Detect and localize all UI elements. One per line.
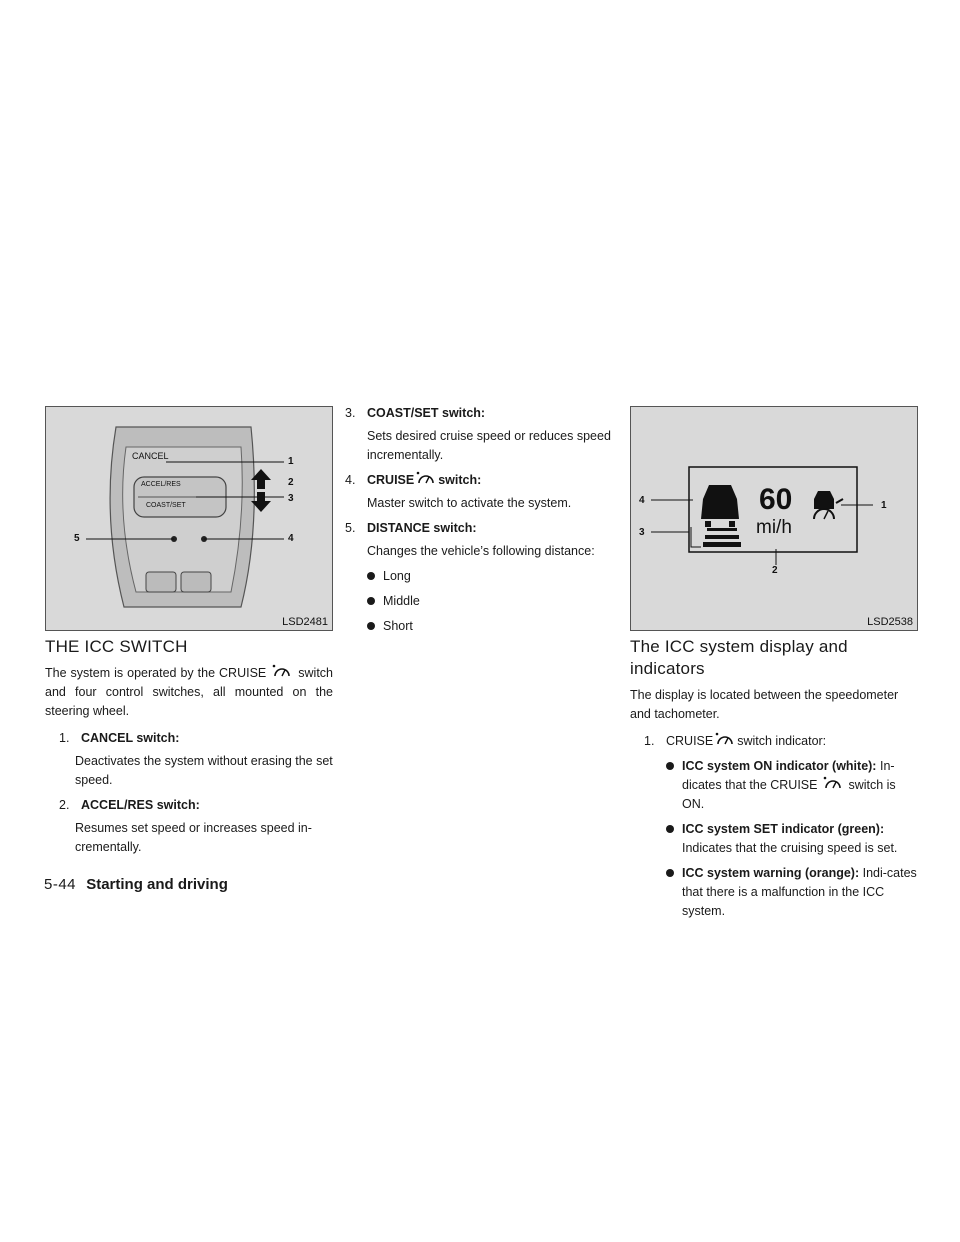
- button-label-accel: ACCEL/RES: [141, 481, 181, 488]
- figure-code: LSD2481: [282, 616, 328, 628]
- list-item: ICC system SET indicator (green): Indicates that the cruising speed is set.: [666, 820, 918, 858]
- page-number: 5-44: [44, 876, 77, 893]
- list-item: Short: [367, 617, 617, 636]
- bullet-icon: [666, 762, 674, 770]
- switch-item: 3. COAST/SET switch:: [345, 406, 486, 420]
- column-3: [630, 636, 918, 921]
- indicator-item: 1. CRUISE switch indicator:: [644, 734, 827, 748]
- list-item: ICC system warning (orange): Indi-cates that there is a malfunction in the ICC system.: [666, 864, 918, 921]
- column-2: [345, 404, 617, 636]
- callout-2: 2: [288, 477, 294, 488]
- switch-list: [45, 729, 333, 857]
- switch-desc: Changes the vehicle’s following distance:: [367, 544, 595, 558]
- callout-1: 1: [881, 500, 887, 511]
- list-item: ICC system ON indicator (white): In-dicates that the CRUISE switch is ON.: [666, 757, 918, 814]
- display-unit: mi/h: [756, 517, 792, 538]
- list-item: Long: [367, 567, 617, 586]
- callout-5: 5: [74, 533, 80, 544]
- figure-code: LSD2538: [867, 616, 913, 628]
- section-intro: The system is operated by the CRUISE switch and four control switches, all mounted on the steering wheel.: [45, 666, 333, 718]
- cruise-icon: [272, 664, 292, 678]
- callout-4: 4: [288, 533, 294, 544]
- switch-item: 1. CANCEL switch:: [59, 731, 180, 745]
- button-label-cancel: CANCEL: [132, 451, 169, 461]
- section-intro: The display is located between the speedometer and tachometer.: [630, 688, 899, 721]
- button-label-coast: COAST/SET: [146, 502, 186, 509]
- switch-item: 2. ACCEL/RES switch:: [59, 798, 200, 812]
- steering-switch-illustration: [46, 407, 333, 631]
- cruise-icon: [715, 732, 735, 746]
- distance-options: [345, 567, 617, 636]
- callout-1: 1: [288, 456, 294, 467]
- callout-2: 2: [772, 565, 778, 576]
- icc-display-figure: [630, 406, 918, 631]
- switch-item: 4. CRUISE switch:: [345, 473, 482, 487]
- section-name: Starting and driving: [86, 876, 228, 893]
- bullet-icon: [367, 622, 375, 630]
- cruise-icon: [823, 776, 843, 790]
- list-item: Middle: [367, 592, 617, 611]
- section-title: THE ICC SWITCH: [45, 637, 188, 656]
- indicator-list: [630, 757, 918, 921]
- steering-switch-figure: [45, 406, 333, 631]
- display-speed: 60: [759, 483, 793, 516]
- callout-3: 3: [639, 527, 645, 538]
- switch-desc: Deactivates the system without erasing the set speed.: [75, 754, 333, 787]
- bullet-icon: [367, 597, 375, 605]
- switch-item: 5. DISTANCE switch:: [345, 521, 477, 535]
- callout-3: 3: [288, 493, 294, 504]
- section-title: The ICC system display and indicators: [630, 637, 848, 678]
- switch-desc: Resumes set speed or increases speed in-crementally.: [75, 821, 312, 854]
- bullet-icon: [666, 869, 674, 877]
- page-footer: [44, 876, 228, 893]
- bullet-icon: [666, 825, 674, 833]
- switch-desc: Master switch to activate the system.: [367, 496, 572, 510]
- cruise-icon: [416, 471, 436, 485]
- bullet-icon: [367, 572, 375, 580]
- callout-4: 4: [639, 495, 645, 506]
- column-1: [45, 636, 333, 863]
- switch-desc: Sets desired cruise speed or reduces speed incrementally.: [367, 429, 611, 462]
